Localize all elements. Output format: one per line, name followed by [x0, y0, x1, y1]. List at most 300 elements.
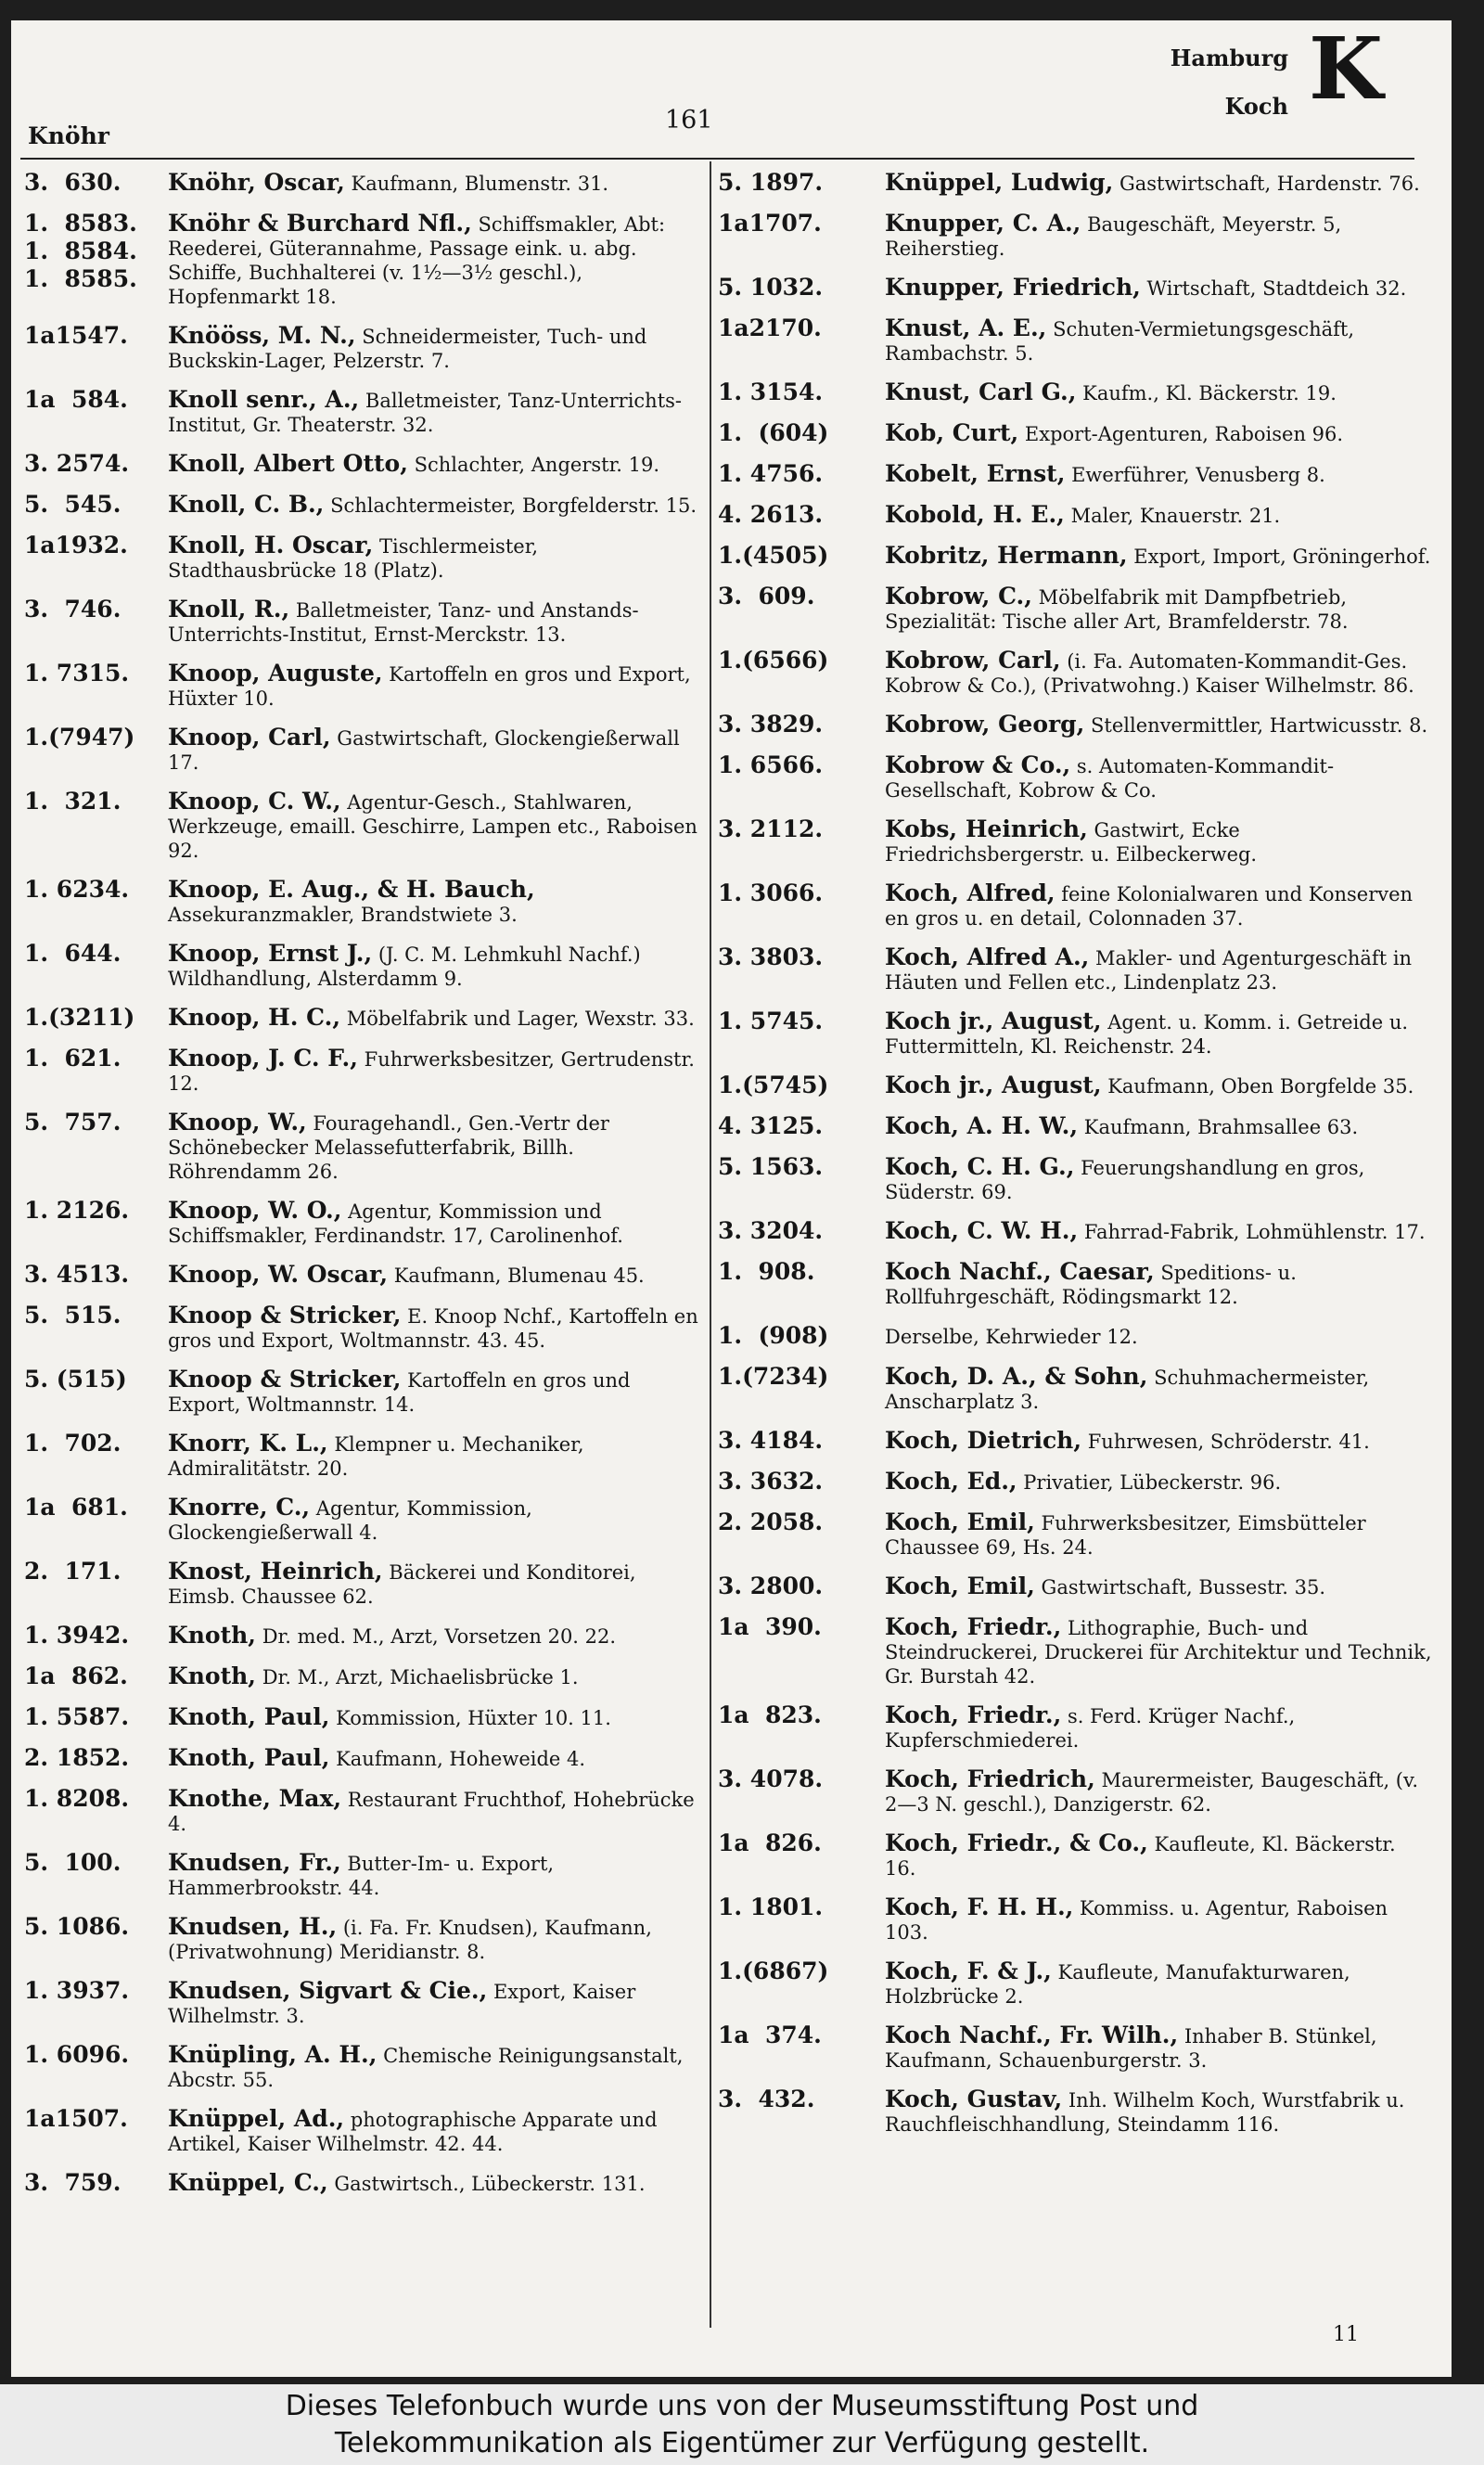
entry-text — [885, 2086, 1432, 2137]
phone-number: 1. 4756. — [718, 460, 824, 487]
running-head-city: Hamburg — [1170, 45, 1288, 71]
entry-text — [885, 1765, 1432, 1817]
entry-name: Knöhr, Oscar, — [168, 169, 345, 196]
directory-entry — [24, 1849, 701, 1900]
entry-details: Kaufmann, Blumenstr. 31. — [344, 173, 609, 195]
running-head-left: Knöhr — [28, 122, 109, 149]
entry-details: Kaufm., Kl. Bäckerstr. 19. — [1076, 382, 1337, 404]
entry-name: Kobs, Heinrich, — [885, 815, 1088, 842]
entry-text — [168, 1703, 701, 1730]
entry-details: Schlachter, Angerstr. 19. — [407, 454, 660, 476]
directory-entry — [24, 491, 701, 519]
phone-number: 3. 3803. — [718, 944, 824, 970]
directory-entry — [718, 542, 1432, 570]
entry-details: Derselbe, Kehrwieder 12. — [885, 1326, 1138, 1348]
phone-number: 1a 823. — [718, 1701, 822, 1728]
entry-text — [885, 1894, 1432, 1945]
entry-name: Knudsen, Sigvart & Cie., — [168, 1977, 488, 2004]
entry-name: Knüpling, A. H., — [168, 2041, 377, 2068]
entry-name: Knoth, Paul, — [168, 1703, 330, 1730]
entry-name: Knööss, M. N., — [168, 322, 356, 349]
phone-number: 1a 374. — [718, 2022, 822, 2048]
entry-name: Knöhr & Burchard Nfl., — [168, 210, 472, 237]
entry-name: Knoop, Carl, — [168, 724, 331, 751]
phone-number: 1. (908) — [718, 1322, 829, 1349]
entry-text — [885, 169, 1432, 196]
entry-name: Knoll, H. Oscar, — [168, 532, 374, 558]
phone-number: 5. 545. — [24, 491, 122, 518]
phone-number: 1.(6566) — [718, 647, 829, 674]
entry-details: Restaurant Fruchthof, Hohebrücke 4. — [168, 1789, 695, 1835]
directory-entry — [24, 2169, 701, 2197]
entry-text — [885, 1112, 1432, 1139]
phone-number: 1. 5587. — [24, 1703, 130, 1730]
entry-name: Knüppel, C., — [168, 2169, 328, 2196]
entry-details: Kaufleute, Manufakturwaren, Holzbrücke 2. — [885, 1961, 1350, 2008]
entry-details: Gastwirtschaft, Bussestr. 35. — [1034, 1576, 1326, 1598]
entry-name: Knoop, W. Oscar, — [168, 1261, 389, 1288]
entry-details: Export, Kaiser Wilhelmstr. 3. — [168, 1981, 636, 2027]
entry-text — [885, 751, 1432, 802]
entry-details: Assekuranzmakler, Brandstwiete 3. — [168, 904, 518, 926]
directory-entry — [718, 210, 1432, 261]
entry-name: Koch, F. H. H., — [885, 1894, 1074, 1920]
directory-entry — [24, 660, 701, 711]
directory-entry — [718, 879, 1432, 931]
running-head-right: Koch — [1224, 93, 1288, 120]
entry-text — [885, 1072, 1432, 1098]
phone-number: 3. 746. — [24, 596, 122, 623]
phone-number: 1. 321. — [24, 788, 122, 815]
entry-name: Koch, Ed., — [885, 1468, 1017, 1495]
header-rule — [20, 158, 1414, 160]
entry-name: Knudsen, H., — [168, 1913, 338, 1940]
directory-entry — [24, 1366, 701, 1417]
phone-number: 1. 6234. — [24, 876, 130, 903]
phone-number: 3. 2800. — [718, 1573, 824, 1599]
entry-details: Wirtschaft, Stadtdeich 32. — [1140, 277, 1407, 300]
phone-number: 1. 8583. 1. 8584. 1. 8585. — [24, 210, 137, 292]
entry-text — [885, 1509, 1432, 1560]
phone-number: 3. 4078. — [718, 1765, 824, 1792]
phone-number: 1. 5745. — [718, 1008, 824, 1034]
entry-text — [168, 1663, 701, 1689]
entry-details: Gastwirtschaft, Glockengießerwall 17. — [168, 727, 680, 774]
entry-text — [168, 1622, 701, 1649]
directory-entry — [718, 1765, 1432, 1817]
directory-entry — [718, 1613, 1432, 1688]
entry-text — [168, 322, 701, 373]
phone-number: 1. 2126. — [24, 1197, 130, 1224]
directory-entry — [718, 1322, 1432, 1350]
directory-entry — [24, 1494, 701, 1545]
entry-details: Dr. med. M., Arzt, Vorsetzen 20. 22. — [256, 1625, 617, 1648]
entry-details: Privatier, Lübeckerstr. 96. — [1017, 1471, 1282, 1494]
entry-details: Gastwirtsch., Lübeckerstr. 131. — [327, 2173, 646, 2195]
directory-entry — [24, 1744, 701, 1772]
entry-details: Baugeschäft, Meyerstr. 5, Reiherstieg. — [885, 213, 1342, 260]
entry-text — [885, 1573, 1432, 1599]
entry-name: Koch jr., August, — [885, 1008, 1102, 1034]
entry-text — [885, 1322, 1432, 1349]
entry-name: Knoll, C. B., — [168, 491, 325, 518]
phone-number: 1. 644. — [24, 940, 122, 967]
entry-details: Schuten-Vermietungsgeschäft, Rambachstr. 5. — [885, 318, 1355, 365]
entry-details: Kartoffeln en gros und Export, Woltmannstr. 14. — [168, 1369, 631, 1416]
entry-details: E. Knoop Nchf., Kartoffeln en gros und Export, Woltmannstr. 43. 45. — [168, 1305, 698, 1352]
directory-entry — [718, 647, 1432, 698]
entry-name: Kobold, H. E., — [885, 501, 1065, 528]
directory-entry — [24, 2105, 701, 2156]
phone-number: 5. 1086. — [24, 1913, 130, 1940]
entry-name: Knoth, — [168, 1622, 257, 1649]
entry-text — [885, 1258, 1432, 1309]
entry-text — [885, 501, 1432, 528]
directory-entry — [24, 450, 701, 478]
entry-details: Lithographie, Buch- und Steindruckerei, Druckerei für Architektur und Technik, Gr. Burstah 42. — [885, 1617, 1432, 1688]
entry-details: Export-Agenturen, Raboisen 96. — [1018, 423, 1344, 445]
entry-name: Knüppel, Ad., — [168, 2105, 345, 2132]
entry-text — [885, 1829, 1432, 1881]
phone-number: 1. 6566. — [718, 751, 824, 778]
directory-entry — [24, 1261, 701, 1289]
directory-entry — [718, 1573, 1432, 1600]
entry-details: Chemische Reinigungsanstalt, Abcstr. 55. — [168, 2045, 684, 2091]
entry-details: Schneidermeister, Tuch- und Buckskin-Lager, Pelzerstr. 7. — [168, 326, 647, 372]
entry-details: (J. C. M. Lehmkuhl Nachf.) Wildhandlung, Alsterdamm 9. — [168, 944, 641, 990]
section-letter: K — [1309, 19, 1383, 119]
directory-entry — [24, 322, 701, 373]
entry-text — [885, 315, 1432, 366]
phone-number: 5. 757. — [24, 1109, 122, 1136]
entry-name: Koch, Alfred, — [885, 879, 1055, 906]
directory-entry — [24, 1558, 701, 1609]
directory-entry — [24, 532, 701, 583]
directory-page — [11, 20, 1452, 2377]
phone-number: 1. 3154. — [718, 379, 824, 405]
entry-name: Koch, C. H. G., — [885, 1153, 1075, 1180]
phone-number: 1.(3211) — [24, 1004, 135, 1031]
entry-name: Knorr, K. L., — [168, 1430, 328, 1457]
entry-details: Kartoffeln en gros und Export, Hüxter 10. — [168, 663, 691, 710]
phone-number: 2. 1852. — [24, 1744, 130, 1771]
entry-text — [168, 1558, 701, 1609]
phone-number: 3. 2112. — [718, 815, 824, 842]
directory-entry — [718, 501, 1432, 529]
entry-text — [168, 169, 701, 196]
entry-name: Knoop, Ernst J., — [168, 940, 373, 967]
entry-text — [168, 1785, 701, 1836]
entry-name: Kobrow, Georg, — [885, 711, 1085, 738]
entry-name: Koch, A. H. W., — [885, 1112, 1079, 1139]
entry-text — [885, 2022, 1432, 2073]
entry-details: (i. Fa. Automaten-Kommandit-Ges. Kobrow & Co.), (Privatwohng.) Kaiser Wilhelmstr. 86. — [885, 650, 1414, 697]
entry-name: Koch, Dietrich, — [885, 1427, 1082, 1454]
entry-text — [168, 1744, 701, 1771]
entry-text — [168, 1004, 701, 1031]
entry-details: feine Kolonialwaren und Konserven en gros u. en detail, Colonnaden 37. — [885, 883, 1414, 930]
entry-name: Knupper, Friedrich, — [885, 274, 1141, 301]
phone-number: 1.(4505) — [718, 542, 829, 569]
left-column — [24, 169, 701, 2210]
directory-entry — [24, 1045, 701, 1096]
directory-entry — [24, 1913, 701, 1964]
entry-text — [885, 1217, 1432, 1244]
entry-name: Koch, Friedrich, — [885, 1765, 1095, 1792]
right-column — [718, 169, 1432, 2150]
directory-entry — [24, 1977, 701, 2028]
entry-text — [168, 2041, 701, 2092]
entry-text — [885, 1008, 1432, 1059]
entry-details: Agentur, Kommission, Glockengießerwall 4. — [168, 1497, 532, 1544]
phone-number: 5. 515. — [24, 1302, 122, 1329]
entry-name: Koch jr., August, — [885, 1072, 1102, 1098]
directory-entry — [24, 940, 701, 991]
entry-text — [168, 1494, 701, 1545]
entry-text — [168, 532, 701, 583]
entry-text — [885, 815, 1432, 867]
directory-entry — [718, 315, 1432, 366]
entry-name: Knüppel, Ludwig, — [885, 169, 1114, 196]
directory-entry — [718, 2086, 1432, 2137]
entry-name: Koch, Friedr., — [885, 1613, 1062, 1640]
entry-name: Knoop, E. Aug., & H. Bauch, — [168, 876, 535, 903]
entry-details: s. Automaten-Kommandit-Gesellschaft, Kobrow & Co. — [885, 755, 1335, 802]
directory-entry — [718, 460, 1432, 488]
entry-text — [885, 1153, 1432, 1204]
entry-text — [168, 210, 701, 309]
entry-text — [168, 940, 701, 991]
entry-details: Speditions- u. Rollfuhrgeschäft, Rödingsmarkt 12. — [885, 1262, 1297, 1308]
entry-details: Klempner u. Mechaniker, Admiralitätstr. 20. — [168, 1433, 584, 1480]
entry-name: Knoop, H. C., — [168, 1004, 341, 1031]
directory-entry — [24, 1197, 701, 1248]
entry-details: Makler- und Agenturgeschäft in Häuten und Fellen etc., Lindenplatz 23. — [885, 947, 1413, 994]
phone-number: 3. 630. — [24, 169, 122, 196]
entry-details: Fuhrwerksbesitzer, Eimsbütteler Chaussee 69, Hs. 24. — [885, 1512, 1366, 1559]
entry-text — [168, 1197, 701, 1248]
entry-name: Knoop, C. W., — [168, 788, 341, 815]
entry-text — [168, 1109, 701, 1184]
phone-number: 5. 100. — [24, 1849, 122, 1876]
entry-details: Schiffsmakler, Abt: Reederei, Güterannahme, Passage eink. u. abg. Schiffe, Buchhalterei (v. 1½—3½ geschl.), Hopfenmarkt 18. — [168, 213, 666, 308]
phone-number: 1. 1801. — [718, 1894, 824, 1920]
entry-name: Kobelt, Ernst, — [885, 460, 1066, 487]
entry-name: Koch, Friedr., — [885, 1701, 1062, 1728]
entry-text — [168, 2105, 701, 2156]
entry-text — [885, 711, 1432, 738]
entry-details: Kommission, Hüxter 10. 11. — [329, 1707, 611, 1729]
directory-entry — [718, 1829, 1432, 1881]
phone-number: 1. 702. — [24, 1430, 122, 1457]
entry-text — [885, 1427, 1432, 1454]
entry-name: Knoop, Auguste, — [168, 660, 383, 687]
phone-number: 1a 390. — [718, 1613, 822, 1640]
directory-entry — [718, 583, 1432, 634]
entry-text — [168, 876, 701, 927]
phone-number: 1a1932. — [24, 532, 128, 558]
entry-name: Knoll senr., A., — [168, 386, 360, 413]
directory-entry — [718, 1153, 1432, 1204]
phone-number: 1. (604) — [718, 419, 829, 446]
directory-entry — [24, 1663, 701, 1690]
entry-text — [885, 944, 1432, 995]
directory-entry — [24, 1004, 701, 1032]
directory-entry — [718, 751, 1432, 802]
phone-number: 1. 621. — [24, 1045, 122, 1072]
phone-number: 1a1547. — [24, 322, 128, 349]
entry-details: Bäckerei und Konditorei, Eimsb. Chaussee 62. — [168, 1561, 636, 1608]
entry-text — [168, 788, 701, 863]
directory-entry — [24, 1785, 701, 1836]
directory-entry — [718, 169, 1432, 197]
entry-name: Koch, Friedr., & Co., — [885, 1829, 1148, 1856]
phone-number: 5. (515) — [24, 1366, 127, 1393]
phone-number: 3. 759. — [24, 2169, 122, 2196]
phone-number: 1.(7947) — [24, 724, 135, 751]
directory-entry — [24, 386, 701, 437]
entry-text — [168, 1045, 701, 1096]
entry-text — [885, 210, 1432, 261]
entry-text — [168, 724, 701, 775]
entry-details: Butter-Im- u. Export, Hammerbrookstr. 44. — [168, 1853, 555, 1899]
phone-number: 1. 3937. — [24, 1977, 130, 2004]
entry-details: Kaufmann, Hoheweide 4. — [329, 1748, 586, 1770]
phone-number: 3. 3632. — [718, 1468, 824, 1495]
entry-name: Knoop & Stricker, — [168, 1302, 402, 1329]
entry-text — [885, 1613, 1432, 1688]
entry-name: Knoop, W. O., — [168, 1197, 342, 1224]
entry-details: Möbelfabrik und Lager, Wexstr. 33. — [340, 1008, 695, 1030]
directory-entry — [24, 1109, 701, 1184]
phone-number: 5. 1897. — [718, 169, 824, 196]
entry-details: Gastwirt, Ecke Friedrichsbergerstr. u. Eilbeckerweg. — [885, 819, 1258, 866]
phone-number: 3. 3204. — [718, 1217, 824, 1244]
entry-name: Koch Nachf., Caesar, — [885, 1258, 1155, 1285]
entry-text — [885, 1363, 1432, 1414]
entry-name: Kobritz, Hermann, — [885, 542, 1128, 569]
phone-number: 1a1707. — [718, 210, 822, 237]
phone-number: 5. 1032. — [718, 274, 824, 301]
entry-details: Agentur, Kommission und Schiffsmakler, Ferdinandstr. 17, Carolinenhof. — [168, 1200, 623, 1247]
entry-details: Dr. M., Arzt, Michaelisbrücke 1. — [256, 1666, 579, 1688]
entry-details: Agent. u. Komm. i. Getreide u. Futtermitteln, Kl. Reichenstr. 24. — [885, 1011, 1409, 1058]
column-divider — [710, 161, 711, 2328]
entry-details: Inh. Wilhelm Koch, Wurstfabrik u. Rauchfleischhandlung, Steindamm 116. — [885, 2089, 1405, 2136]
phone-number: 1. 6096. — [24, 2041, 130, 2068]
phone-number: 1a 826. — [718, 1829, 822, 1856]
entry-text — [168, 1849, 701, 1900]
phone-number: 3. 3829. — [718, 711, 824, 738]
directory-entry — [718, 711, 1432, 738]
directory-entry — [718, 1958, 1432, 2009]
entry-details: Kaufmann, Brahmsallee 63. — [1078, 1116, 1359, 1138]
entry-details: Fahrrad-Fabrik, Lohmühlenstr. 17. — [1078, 1221, 1426, 1243]
directory-entry — [718, 1112, 1432, 1140]
directory-entry — [24, 1430, 701, 1481]
entry-name: Knoop, J. C. F., — [168, 1045, 358, 1072]
entry-text — [168, 1977, 701, 2028]
phone-number: 1.(6867) — [718, 1958, 829, 1984]
entry-text — [885, 419, 1432, 446]
directory-entry — [718, 1008, 1432, 1059]
entry-name: Knothe, Max, — [168, 1785, 342, 1812]
entry-name: Knust, Carl G., — [885, 379, 1077, 405]
entry-details: Maler, Knauerstr. 21. — [1064, 505, 1281, 527]
entry-details: Tischlermeister, Stadthausbrücke 18 (Platz). — [168, 535, 539, 582]
entry-text — [168, 660, 701, 711]
phone-number: 3. 4184. — [718, 1427, 824, 1454]
entry-details: Kommiss. u. Agentur, Raboisen 103. — [885, 1897, 1388, 1944]
entry-details: Kaufleute, Kl. Bäckerstr. 16. — [885, 1833, 1396, 1880]
entry-name: Koch Nachf., Fr. Wilh., — [885, 2022, 1179, 2048]
directory-entry — [718, 815, 1432, 867]
entry-details: Kaufmann, Blumenau 45. — [388, 1265, 645, 1287]
phone-number: 1. 7315. — [24, 660, 130, 687]
entry-name: Kobrow, C., — [885, 583, 1032, 610]
entry-details: Agentur-Gesch., Stahlwaren, Werkzeuge, emaill. Geschirre, Lampen etc., Raboisen 92. — [168, 791, 697, 862]
entry-name: Knoll, R., — [168, 596, 290, 623]
entry-text — [168, 1302, 701, 1353]
directory-entry — [24, 1703, 701, 1731]
entry-text — [885, 1468, 1432, 1495]
phone-number: 3. 609. — [718, 583, 815, 610]
phone-number: 1a 584. — [24, 386, 128, 413]
entry-name: Knoop, W., — [168, 1109, 307, 1136]
phone-number: 1a 681. — [24, 1494, 128, 1521]
directory-entry — [718, 1468, 1432, 1496]
entry-details: Fuhrwerksbesitzer, Gertrudenstr. 12. — [168, 1048, 695, 1095]
directory-entry — [24, 169, 701, 197]
entry-name: Knust, A. E., — [885, 315, 1047, 341]
directory-entry — [718, 1258, 1432, 1309]
directory-entry — [718, 944, 1432, 995]
entry-details: Stellenvermittler, Hartwicusstr. 8. — [1084, 714, 1428, 737]
entry-details: Ewerführer, Venusberg 8. — [1065, 464, 1325, 486]
directory-entry — [24, 2041, 701, 2092]
phone-number: 1a1507. — [24, 2105, 128, 2132]
entry-name: Kobrow, Carl, — [885, 647, 1061, 674]
phone-number: 5. 1563. — [718, 1153, 824, 1180]
phone-number: 2. 2058. — [718, 1509, 824, 1535]
entry-details: Balletmeister, Tanz- und Anstands-Unterrichts-Institut, Ernst-Merckstr. 13. — [168, 599, 639, 646]
entry-text — [168, 491, 701, 518]
phone-number: 3. 2574. — [24, 450, 130, 477]
entry-name: Knoth, — [168, 1663, 257, 1689]
entry-name: Kob, Curt, — [885, 419, 1019, 446]
entry-details: Balletmeister, Tanz-Unterrichts-Institut, Gr. Theaterstr. 32. — [168, 390, 683, 436]
entry-text — [168, 2169, 701, 2196]
entry-name: Knupper, C. A., — [885, 210, 1081, 237]
entry-text — [885, 583, 1432, 634]
entry-details: Schuhmachermeister, Anscharplatz 3. — [885, 1367, 1370, 1413]
phone-number: 3. 432. — [718, 2086, 815, 2112]
entry-details: photographische Apparate und Artikel, Kaiser Wilhelmstr. 42. 44. — [168, 2109, 658, 2155]
directory-entry — [718, 1509, 1432, 1560]
entry-details: Feuerungshandlung en gros, Süderstr. 69. — [885, 1157, 1365, 1203]
phone-number: 1.(7234) — [718, 1363, 829, 1390]
footer-line-1: Dieses Telefonbuch wurde uns von der Museumsstiftung Post und — [285, 2390, 1199, 2422]
entry-text — [885, 1958, 1432, 2009]
entry-details: Möbelfabrik mit Dampfbetrieb, Spezialität: Tische aller Art, Bramfelderstr. 78. — [885, 586, 1349, 633]
directory-entry — [718, 379, 1432, 406]
directory-entry — [718, 1363, 1432, 1414]
entry-details: Inhaber B. Stünkel, Kaufmann, Schauenburgerstr. 3. — [885, 2025, 1377, 2072]
directory-entry — [24, 876, 701, 927]
directory-entry — [24, 1302, 701, 1353]
entry-details: Gastwirtschaft, Hardenstr. 76. — [1113, 173, 1420, 195]
entry-name: Knoll, Albert Otto, — [168, 450, 408, 477]
